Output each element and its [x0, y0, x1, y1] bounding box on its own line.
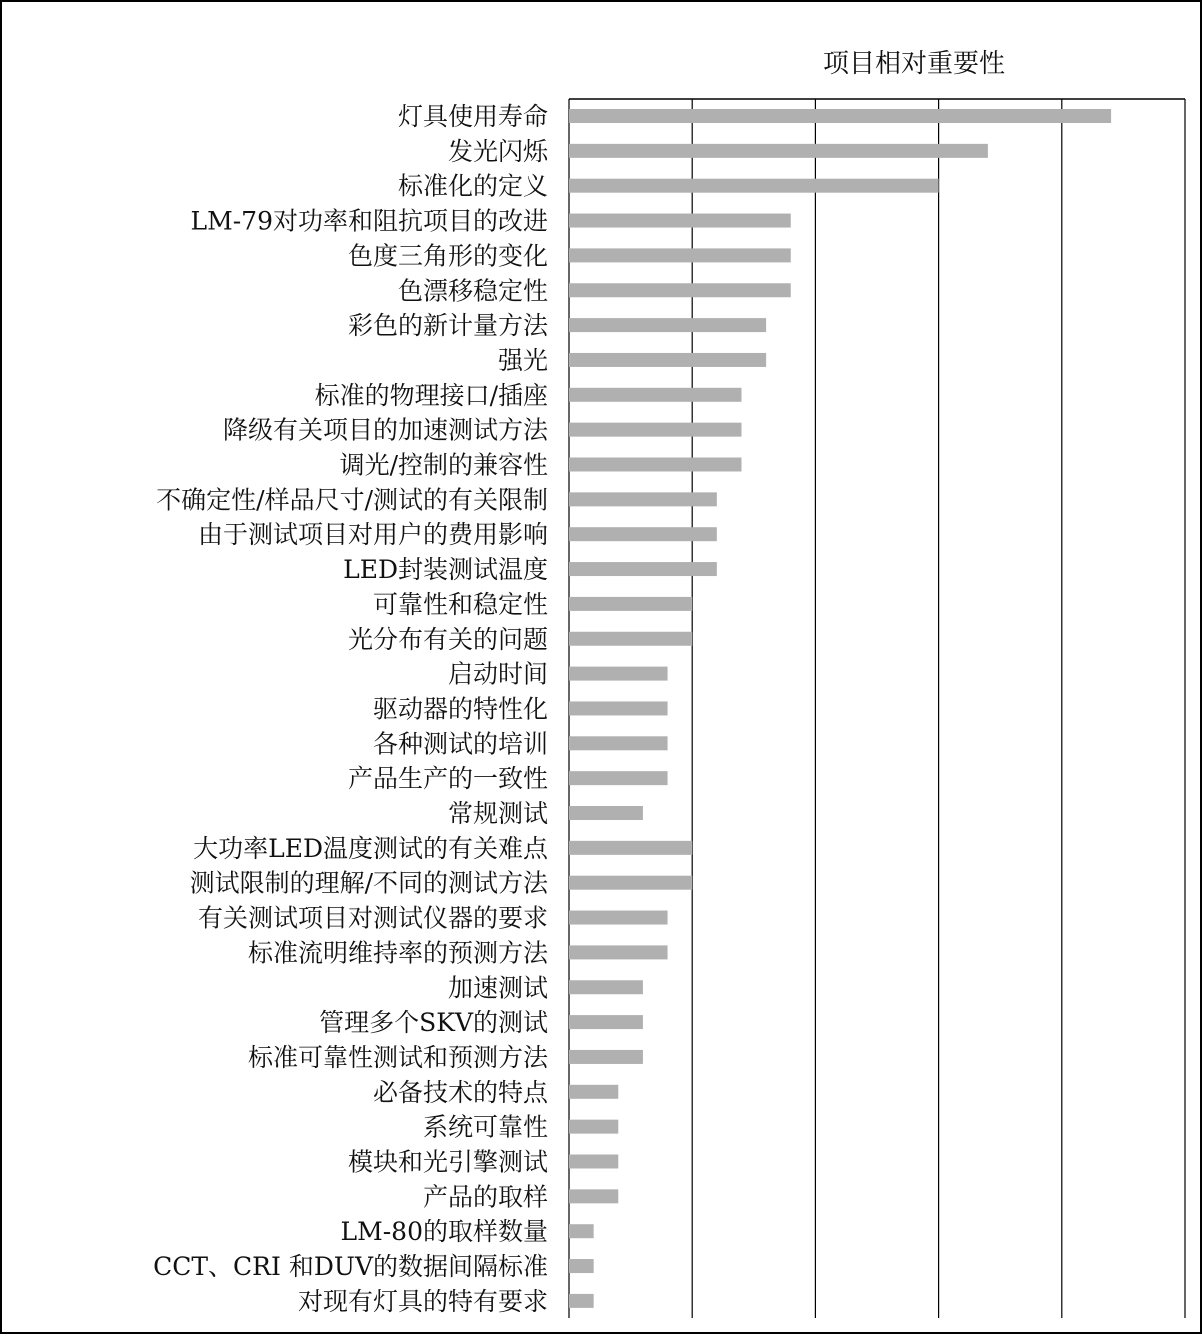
- category-label-3: 标准化的定义: [397, 171, 548, 201]
- bar-14: [569, 562, 717, 576]
- bar-13: [569, 527, 717, 541]
- category-label-11: 调光/控制的兼容性: [339, 450, 548, 480]
- bar-2: [569, 144, 988, 158]
- bar-33: [569, 1224, 594, 1238]
- category-labels: [153, 102, 549, 1316]
- bar-10: [569, 423, 741, 437]
- category-label-24: 有关测试项目对测试仪器的要求: [197, 903, 548, 933]
- category-label-18: 驱动器的特性化: [372, 694, 548, 724]
- category-label-16: 光分布有关的问题: [347, 624, 548, 654]
- bar-28: [569, 1050, 643, 1064]
- category-label-8: 强光: [497, 345, 548, 375]
- category-label-17: 启动时间: [447, 659, 548, 689]
- category-label-12: 不确定性/样品尺寸/测试的有关限制: [156, 485, 548, 515]
- category-label-29: 必备技术的特点: [372, 1077, 548, 1107]
- category-label-34: CCT、CRI 和DUV的数据间隔标准: [153, 1252, 548, 1282]
- bar-23: [569, 876, 692, 890]
- bar-29: [569, 1085, 618, 1099]
- bar-15: [569, 597, 692, 611]
- category-label-4: LM-79对功率和阻抗项目的改进: [190, 206, 548, 236]
- bar-3: [569, 179, 939, 193]
- bars: [569, 109, 1111, 1308]
- category-label-19: 各种测试的培训: [372, 729, 548, 759]
- bar-31: [569, 1155, 618, 1169]
- category-label-21: 常规测试: [447, 799, 548, 828]
- bar-20: [569, 771, 668, 785]
- category-label-32: 产品的取样: [422, 1182, 548, 1212]
- category-label-22: 大功率LED温度测试的有关难点: [193, 833, 548, 863]
- bar-24: [569, 911, 668, 925]
- category-label-27: 管理多个SKV的测试: [319, 1008, 548, 1038]
- bar-22: [569, 841, 692, 855]
- bar-chart: [2, 2, 1202, 1336]
- category-label-31: 模块和光引擎测试: [347, 1147, 548, 1177]
- bar-9: [569, 388, 741, 402]
- bar-21: [569, 806, 643, 820]
- category-label-30: 系统可靠性: [422, 1112, 548, 1142]
- bar-12: [569, 492, 717, 506]
- bar-35: [569, 1294, 594, 1308]
- bar-16: [569, 632, 692, 646]
- category-label-26: 加速测试: [447, 973, 548, 1003]
- category-label-13: 由于测试项目对用户的费用影响: [197, 520, 548, 550]
- bar-34: [569, 1259, 594, 1273]
- category-label-7: 彩色的新计量方法: [347, 311, 548, 341]
- category-label-25: 标准流明维持率的预测方法: [247, 938, 548, 968]
- category-label-33: LM-80的取样数量: [340, 1217, 548, 1247]
- category-label-6: 色漂移稳定性: [397, 276, 548, 306]
- bar-11: [569, 458, 741, 472]
- bar-30: [569, 1120, 618, 1134]
- category-label-2: 发光闪烁: [447, 136, 548, 166]
- category-label-1: 灯具使用寿命: [397, 102, 548, 131]
- bar-4: [569, 214, 791, 228]
- category-label-20: 产品生产的一致性: [347, 764, 548, 794]
- bar-32: [569, 1189, 618, 1203]
- bar-26: [569, 980, 643, 994]
- bar-8: [569, 353, 766, 367]
- category-label-9: 标准的物理接口/插座: [314, 380, 548, 410]
- bar-19: [569, 736, 668, 750]
- bar-6: [569, 283, 791, 297]
- category-label-10: 降级有关项目的加速测试方法: [222, 415, 548, 445]
- category-label-23: 测试限制的理解/不同的测试方法: [189, 868, 548, 898]
- chart-title: 项目相对重要性: [822, 49, 1006, 79]
- bar-17: [569, 667, 668, 681]
- category-label-14: LED封装测试温度: [343, 555, 548, 585]
- bar-5: [569, 248, 791, 262]
- category-label-15: 可靠性和稳定性: [372, 589, 548, 619]
- bar-18: [569, 701, 668, 715]
- category-label-28: 标准可靠性测试和预测方法: [247, 1042, 548, 1072]
- bar-7: [569, 318, 766, 332]
- category-label-35: 对现有灯具的特有要求: [297, 1286, 548, 1316]
- category-label-5: 色度三角形的变化: [347, 241, 548, 271]
- bar-27: [569, 1015, 643, 1029]
- bar-1: [569, 109, 1111, 123]
- bar-25: [569, 945, 668, 959]
